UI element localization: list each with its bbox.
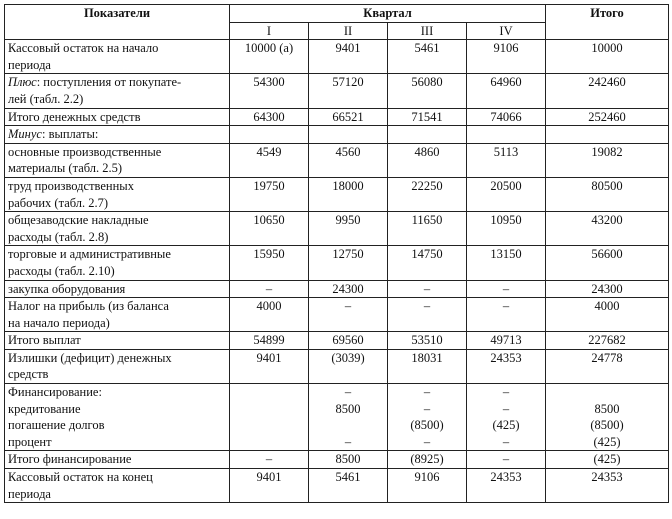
quarter-2-cell [309, 451, 388, 469]
row-label [5, 108, 230, 126]
row-label-line: материалы (табл. 2.5) [8, 161, 123, 176]
cell-value: 54899 [253, 333, 285, 348]
quarter-1-cell [230, 212, 309, 246]
row-label [5, 177, 230, 211]
quarter-3-cell [388, 332, 467, 350]
cell-value: – [423, 299, 431, 314]
cell-value: 10000 [591, 41, 623, 56]
row-label [5, 349, 230, 383]
row-label-line: Налог на прибыль (из баланса [8, 299, 169, 314]
cell-line: 8500 [335, 401, 361, 416]
row-label-line: лей (табл. 2.2) [8, 91, 84, 106]
cell-value: 10950 [490, 213, 522, 228]
cell-line: (425) [593, 434, 621, 449]
quarter-1-cell [230, 451, 309, 469]
cell-value: 24353 [591, 470, 623, 485]
row-label-line: периода [8, 486, 51, 501]
cell-value: 9401 [256, 350, 282, 365]
table-row [5, 246, 669, 280]
table-row [5, 40, 669, 74]
row-label [5, 298, 230, 332]
cell-line [233, 401, 305, 418]
cell-value: 9106 [493, 41, 519, 56]
cell-value: 5461 [335, 470, 361, 485]
quarter-1-cell [230, 332, 309, 350]
quarter-1-cell [230, 384, 309, 451]
quarter-3-cell [388, 298, 467, 332]
cell-value: 9106 [414, 470, 440, 485]
header-quarter-3: III [388, 22, 467, 40]
row-label-line: Плюс: поступления от покупате- [8, 75, 182, 90]
quarter-2-cell [309, 74, 388, 108]
row-label [5, 451, 230, 469]
cell-value: – [502, 452, 510, 467]
cell-line: – [423, 401, 431, 416]
cell-line: – [502, 401, 510, 416]
cell-value: 54300 [253, 75, 285, 90]
row-label-line: Минус: выплаты: [8, 127, 99, 142]
cell-value: 56080 [411, 75, 443, 90]
quarter-1-cell [230, 469, 309, 503]
row-label-line: кредитование [8, 401, 81, 416]
cell-value: – [423, 281, 431, 296]
row-label-line: средств [8, 367, 49, 382]
cell-value: 24300 [332, 281, 364, 296]
cell-value: 4000 [256, 299, 282, 314]
cell-value: 24778 [591, 350, 623, 365]
total-cell [546, 349, 669, 383]
row-label-line: периода [8, 57, 51, 72]
cell-line: (8500) [410, 418, 444, 433]
cell-value: 18000 [332, 178, 364, 193]
cell-line [549, 384, 665, 401]
total-cell [546, 40, 669, 74]
row-label-line: расходы (табл. 2.10) [8, 263, 115, 278]
quarter-1-cell [230, 177, 309, 211]
row-label-line: Итого выплат [8, 333, 81, 348]
row-label-line: основные производственные [8, 144, 162, 159]
cell-line: – [423, 434, 431, 449]
cell-value: 57120 [332, 75, 364, 90]
cell-value: 64960 [490, 75, 522, 90]
quarter-3-cell [388, 280, 467, 298]
row-label-line: на начало периода) [8, 315, 110, 330]
cell-line [233, 417, 305, 434]
quarter-2-cell [309, 108, 388, 126]
cell-value: 66521 [332, 109, 364, 124]
quarter-3-cell [388, 246, 467, 280]
quarter-3-cell [388, 126, 467, 144]
quarter-4-cell [467, 280, 546, 298]
total-cell [546, 177, 669, 211]
cell-value: (8925) [410, 452, 444, 467]
table-row [5, 451, 669, 469]
cell-line: – [344, 385, 352, 400]
row-label-line: закупка оборудования [8, 281, 126, 296]
table-row [5, 469, 669, 503]
header-quarter-2: II [309, 22, 388, 40]
table-row [5, 332, 669, 350]
row-label-line: торговые и административные [8, 247, 171, 262]
row-label-line: Финансирование: [8, 385, 102, 400]
quarter-2-cell [309, 143, 388, 177]
cell-value: 43200 [591, 213, 623, 228]
table-row [5, 108, 669, 126]
cell-line: – [502, 434, 510, 449]
cash-budget-table-container [4, 4, 669, 503]
cell-value: 69560 [332, 333, 364, 348]
cell-value: 74066 [490, 109, 522, 124]
cell-value: 64300 [253, 109, 285, 124]
row-label [5, 469, 230, 503]
quarter-4-cell [467, 298, 546, 332]
cell-value: – [344, 299, 352, 314]
total-cell [546, 384, 669, 451]
cell-value: 15950 [253, 247, 285, 262]
quarter-4-cell [467, 212, 546, 246]
table-row [5, 143, 669, 177]
total-cell [546, 332, 669, 350]
row-label [5, 384, 230, 451]
quarter-4-cell [467, 126, 546, 144]
quarter-2-cell [309, 280, 388, 298]
cell-value: 5113 [493, 144, 519, 159]
quarter-4-cell [467, 40, 546, 74]
quarter-4-cell [467, 469, 546, 503]
quarter-2-cell [309, 469, 388, 503]
cell-value: 49713 [490, 333, 522, 348]
total-cell [546, 126, 669, 144]
cash-budget-table [4, 4, 669, 503]
quarter-3-cell [388, 349, 467, 383]
quarter-4-cell [467, 451, 546, 469]
cell-value: 4549 [256, 144, 282, 159]
cell-value: 24353 [490, 470, 522, 485]
cell-line [233, 434, 305, 451]
cell-value: – [265, 281, 273, 296]
table-row [5, 177, 669, 211]
row-label [5, 246, 230, 280]
row-label-italic: Плюс [8, 75, 37, 90]
cell-value: 242460 [588, 75, 626, 90]
quarter-2-cell [309, 126, 388, 144]
cell-value: – [502, 299, 510, 314]
header-row [5, 5, 669, 23]
cell-value: 227682 [588, 333, 626, 348]
quarter-2-cell [309, 384, 388, 451]
cell-value: 56600 [591, 247, 623, 262]
quarter-3-cell [388, 451, 467, 469]
total-cell [546, 451, 669, 469]
cell-value: 18031 [411, 350, 443, 365]
row-label-line: рабочих (табл. 2.7) [8, 195, 109, 210]
cell-value: 24300 [591, 281, 623, 296]
cell-value: 9401 [256, 470, 282, 485]
total-cell [546, 280, 669, 298]
row-label [5, 143, 230, 177]
quarter-1-cell [230, 126, 309, 144]
header-quarter-1: I [230, 22, 309, 40]
total-cell [546, 108, 669, 126]
table-body [5, 40, 669, 503]
cell-value: 8500 [335, 452, 361, 467]
cell-value: 5461 [414, 41, 440, 56]
cell-line: – [423, 385, 431, 400]
row-label [5, 280, 230, 298]
quarter-4-cell [467, 349, 546, 383]
row-label [5, 332, 230, 350]
cell-line [233, 384, 305, 401]
quarter-1-cell [230, 74, 309, 108]
cell-value: 71541 [411, 109, 443, 124]
total-cell [546, 74, 669, 108]
quarter-4-cell [467, 177, 546, 211]
header-quarter-4: IV [467, 22, 546, 40]
cell-value: 10650 [253, 213, 285, 228]
quarter-2-cell [309, 177, 388, 211]
quarter-1-cell [230, 143, 309, 177]
quarter-4-cell [467, 74, 546, 108]
cell-value: 14750 [411, 247, 443, 262]
table-row [5, 384, 669, 451]
row-label-line: Кассовый остаток на конец [8, 470, 153, 485]
cell-line: (425) [492, 418, 520, 433]
cell-line: (8500) [590, 418, 624, 433]
row-label-line: процент [8, 434, 52, 449]
cell-value: 12750 [332, 247, 364, 262]
row-label [5, 126, 230, 144]
quarter-4-cell [467, 246, 546, 280]
row-label-line: общезаводские накладные [8, 213, 149, 228]
table-row [5, 74, 669, 108]
row-label [5, 40, 230, 74]
table-row [5, 280, 669, 298]
header-indicators: Показатели [5, 5, 230, 40]
row-label-line: Итого финансирование [8, 452, 132, 467]
quarter-1-cell [230, 108, 309, 126]
quarter-2-cell [309, 40, 388, 74]
total-cell [546, 143, 669, 177]
row-label-line: расходы (табл. 2.8) [8, 229, 109, 244]
cell-value: 19750 [253, 178, 285, 193]
cell-value: 4000 [594, 299, 620, 314]
row-label-line: труд производственных [8, 178, 134, 193]
row-label-italic: Минус [8, 127, 42, 142]
cell-value: 11650 [411, 213, 443, 228]
row-label-line: Кассовый остаток на начало [8, 41, 159, 56]
quarter-1-cell [230, 246, 309, 280]
quarter-1-cell [230, 40, 309, 74]
row-label [5, 212, 230, 246]
quarter-2-cell [309, 212, 388, 246]
total-cell [546, 298, 669, 332]
quarter-4-cell [467, 143, 546, 177]
total-cell [546, 469, 669, 503]
quarter-1-cell [230, 349, 309, 383]
table-row [5, 126, 669, 144]
total-cell [546, 246, 669, 280]
cell-value: (425) [593, 452, 621, 467]
quarter-3-cell [388, 212, 467, 246]
cell-line: 8500 [594, 401, 620, 416]
cell-value: – [265, 452, 273, 467]
quarter-3-cell [388, 384, 467, 451]
quarter-2-cell [309, 298, 388, 332]
cell-line: – [344, 434, 352, 449]
cell-value: – [502, 281, 510, 296]
cell-value: 80500 [591, 178, 623, 193]
table-row [5, 298, 669, 332]
header-total: Итого [546, 5, 669, 40]
cell-value: 10000 (а) [244, 41, 294, 56]
cell-value: 9950 [335, 213, 361, 228]
quarter-1-cell [230, 280, 309, 298]
cell-line [312, 417, 384, 434]
quarter-4-cell [467, 384, 546, 451]
quarter-3-cell [388, 108, 467, 126]
quarter-1-cell [230, 298, 309, 332]
row-label-line: погашение долгов [8, 418, 105, 433]
cell-value: 13150 [490, 247, 522, 262]
quarter-3-cell [388, 74, 467, 108]
cell-value: 9401 [335, 41, 361, 56]
header-quarter: Квартал [230, 5, 546, 23]
total-cell [546, 212, 669, 246]
table-row [5, 212, 669, 246]
cell-value: 22250 [411, 178, 443, 193]
cell-value: 20500 [490, 178, 522, 193]
quarter-2-cell [309, 246, 388, 280]
cell-line: – [502, 385, 510, 400]
cell-value: 4560 [335, 144, 361, 159]
quarter-3-cell [388, 40, 467, 74]
cell-value: (3039) [331, 350, 365, 365]
quarter-2-cell [309, 349, 388, 383]
cell-value: 252460 [588, 109, 626, 124]
cell-value: 24353 [490, 350, 522, 365]
quarter-3-cell [388, 469, 467, 503]
quarter-4-cell [467, 108, 546, 126]
row-label [5, 74, 230, 108]
quarter-4-cell [467, 332, 546, 350]
row-label-line: Излишки (дефицит) денежных [8, 350, 172, 365]
cell-value: 4860 [414, 144, 440, 159]
cell-value: 53510 [411, 333, 443, 348]
row-label-line: Итого денежных средств [8, 109, 141, 124]
cell-value: 19082 [591, 144, 623, 159]
table-row [5, 349, 669, 383]
quarter-2-cell [309, 332, 388, 350]
quarter-3-cell [388, 143, 467, 177]
quarter-3-cell [388, 177, 467, 211]
